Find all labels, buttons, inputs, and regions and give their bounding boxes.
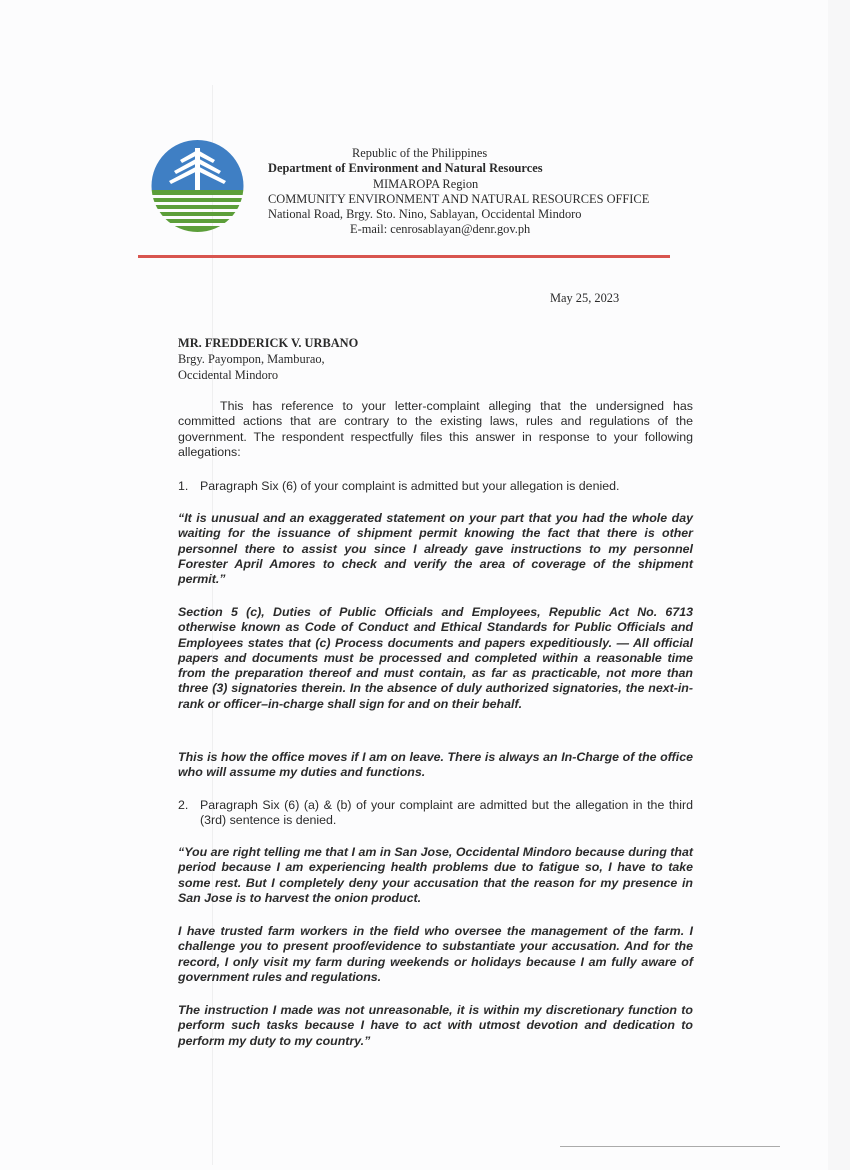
quote-paragraph-2: “You are right telling me that I am in San Jose, Occidental Mindoro because during that period because I am experiencing health problems due to fatigue so, I have to take some rest. But I completely deny your accusation that the reason for my presence in San Jose is to harvest the onion product.: [178, 845, 693, 905]
quote-paragraph-1: “It is unusual and an exaggerated statement on your part that you had the whole day waiting for the issuance of shipment permit knowing the fact that there is other personnel there to assist you since I already gave instructions to my personnel Forester April Amores to check and verify the area of coverage of the shipment permit.”: [178, 511, 693, 587]
denr-logo-icon: [150, 140, 245, 232]
footer-rule: [560, 1146, 780, 1147]
letterhead-divider: [138, 255, 670, 258]
intro-paragraph: This has reference to your letter-complaint alleging that the undersigned has committed actions that are contrary to the existing laws, rules and regulations of the government. The respondent respectfully files this answer in response to your following allegations:: [178, 399, 693, 459]
item-1-text: Paragraph Six (6) of your complaint is admitted but your allegation is denied.: [200, 479, 620, 493]
letterhead-office: COMMUNITY ENVIRONMENT AND NATURAL RESOURCES OFFICE: [268, 191, 650, 206]
item-2-text: Paragraph Six (6) (a) & (b) of your complaint are admitted but the allegation in the third (3rd) sentence is denied.: [200, 798, 693, 828]
farm-paragraph: I have trusted farm workers in the field who oversee the management of the farm. I challenge you to present proof/evidence to substantiate your accusation. And for the record, I only visit my farm during weekends or holidays because I am fully aware of government rules and regulations.: [178, 924, 693, 984]
instruction-paragraph: The instruction I made was not unreasonable, it is within my discretionary function to perform such tasks because I have to act with utmost devotion and dedication to perform my duty to my country.”: [178, 1003, 693, 1048]
item-2-number: 2.: [178, 798, 189, 812]
allegation-item-2: [178, 798, 693, 829]
letterhead: [268, 146, 688, 238]
scan-margin: [828, 0, 850, 1170]
addressee-block: [178, 335, 358, 383]
letterhead-address: National Road, Brgy. Sto. Nino, Sablayan, Occidental Mindoro: [268, 207, 582, 222]
in-charge-paragraph: This is how the office moves if I am on leave. There is always an In-Charge of the office who will assume my duties and functions.: [178, 750, 693, 780]
addressee-address-line1: Brgy. Payompon, Mamburao,: [178, 352, 325, 366]
addressee-name: MR. FREDDERICK V. URBANO: [178, 336, 359, 350]
letterhead-region: MIMAROPA Region: [373, 176, 479, 191]
item-1-number: 1.: [178, 479, 189, 493]
addressee-address-line2: Occidental Mindoro: [178, 368, 279, 382]
letterhead-republic: Republic of the Philippines: [352, 146, 488, 160]
letterhead-department: Department of Environment and Natural Resources: [268, 161, 543, 176]
allegation-item-1: [178, 479, 693, 494]
letter-date: May 25, 2023: [550, 291, 620, 305]
letterhead-email: E-mail: cenrosablayan@denr.gov.ph: [350, 222, 531, 237]
section-5c-paragraph: Section 5 (c), Duties of Public Officials and Employees, Republic Act No. 6713 otherwise known as Code of Conduct and Ethical Standards for Public Officials and Employees states that (c) Process documents and papers expeditiously. — All official papers and documents must be processed and completed within a reasonable time from the preparation thereof and must contain, as far as practicable, not more than three (3) signatories therein. In the absence of duly authorized signatories, the next-in-rank or officer–in-charge shall sign for and on their behalf.: [178, 605, 693, 711]
